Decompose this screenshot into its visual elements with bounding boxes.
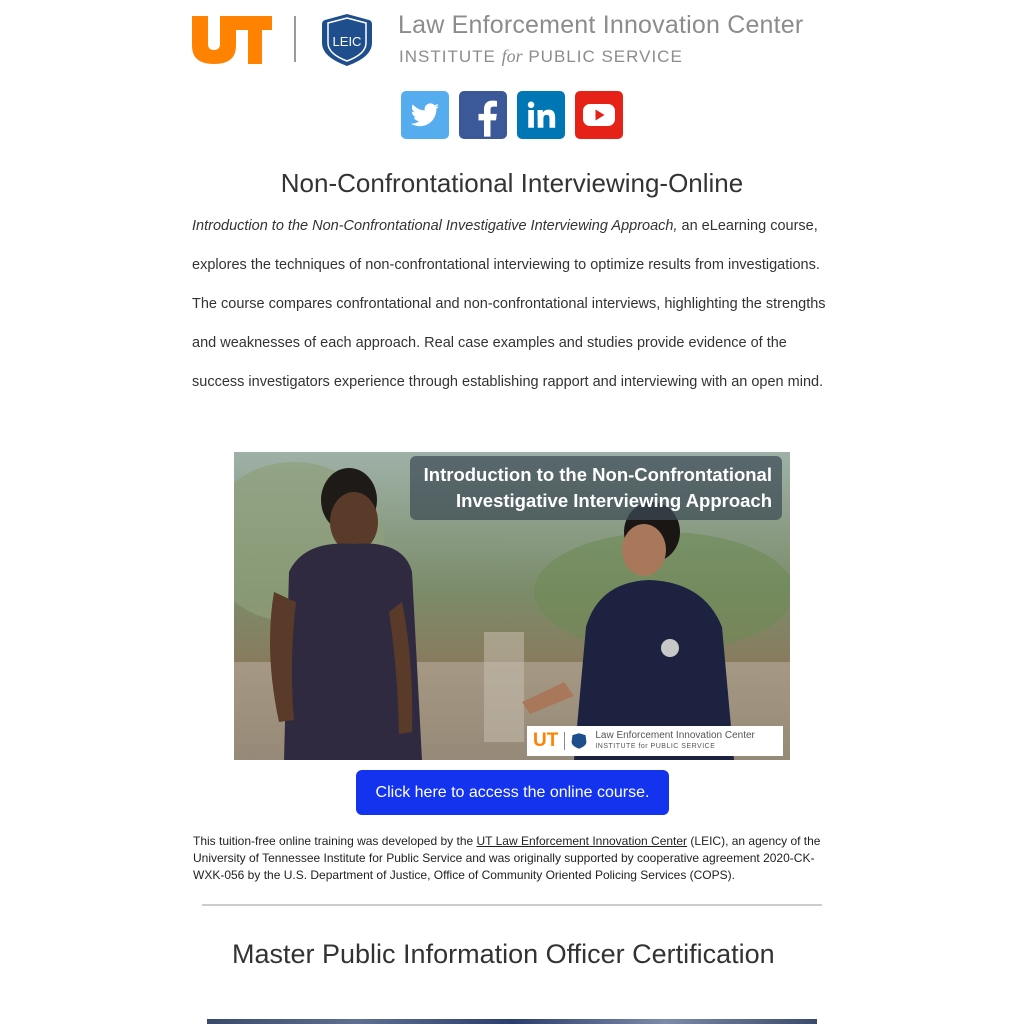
course-title: Non-Confrontational Interviewing-Online: [280, 168, 744, 198]
youtube-icon[interactable]: [575, 91, 623, 139]
funding-note-text-end: (LEIC), an agency of the University of Tennessee Institute for Public Service and was originally supported by cooperative agreement 2020-CK-WXK-056 by the U.S. Department of Justice, Office of Community Oriented Policing Services (COPS).: [193, 834, 821, 882]
header-divider: [294, 16, 296, 62]
image-footer-leic-icon: [571, 732, 587, 750]
course2-image: [207, 1019, 817, 1024]
leic-link[interactable]: UT Law Enforcement Innovation Center: [476, 834, 688, 848]
image-caption: [410, 456, 782, 520]
funding-note-text: This tuition-free online training was developed by the: [193, 834, 477, 848]
image-caption-line2: Investigative Interviewing Approach: [456, 490, 772, 511]
leic-badge-icon: [320, 13, 374, 67]
section-divider: [202, 904, 822, 906]
course-promo-image: [234, 452, 790, 760]
image-footer-institute: INSTITUTE for PUBLIC SERVICE: [595, 743, 716, 750]
twitter-icon[interactable]: [401, 91, 449, 139]
course2-title: Master Public Information Officer Certification: [232, 939, 775, 969]
ut-logo: [192, 16, 272, 64]
course-description-text: an eLearning course, explores the techniques of non-confrontational interviewing to optimize results from investigations. The course compares confrontational and non-confrontational interviews, highlighting the strengths and weaknesses of each approach. Real case examples and studies provide evidence of the success investigators experience through establishing rapport and interviewing with an open mind.: [192, 218, 826, 390]
image-footer-ut: UT: [533, 730, 559, 751]
course-description: [192, 207, 832, 402]
course-name-italic: Introduction to the Non-Confrontational Investigative Interviewing Approach,: [192, 218, 678, 234]
image-footer-org: Law Enforcement Innovation Center: [595, 730, 755, 741]
org-name: Law Enforcement Innovation Center: [398, 11, 804, 39]
image-footer-logo: [527, 726, 783, 756]
access-course-button[interactable]: Click here to access the online course.: [356, 770, 669, 815]
institute-name: INSTITUTE for PUBLIC SERVICE: [399, 46, 683, 66]
linkedin-icon[interactable]: [517, 91, 565, 139]
image-caption-line1: Introduction to the Non-Confrontational: [423, 464, 772, 485]
svg-text:LEIC: LEIC: [332, 34, 362, 49]
facebook-icon[interactable]: [459, 91, 507, 139]
funding-note: [193, 833, 833, 884]
